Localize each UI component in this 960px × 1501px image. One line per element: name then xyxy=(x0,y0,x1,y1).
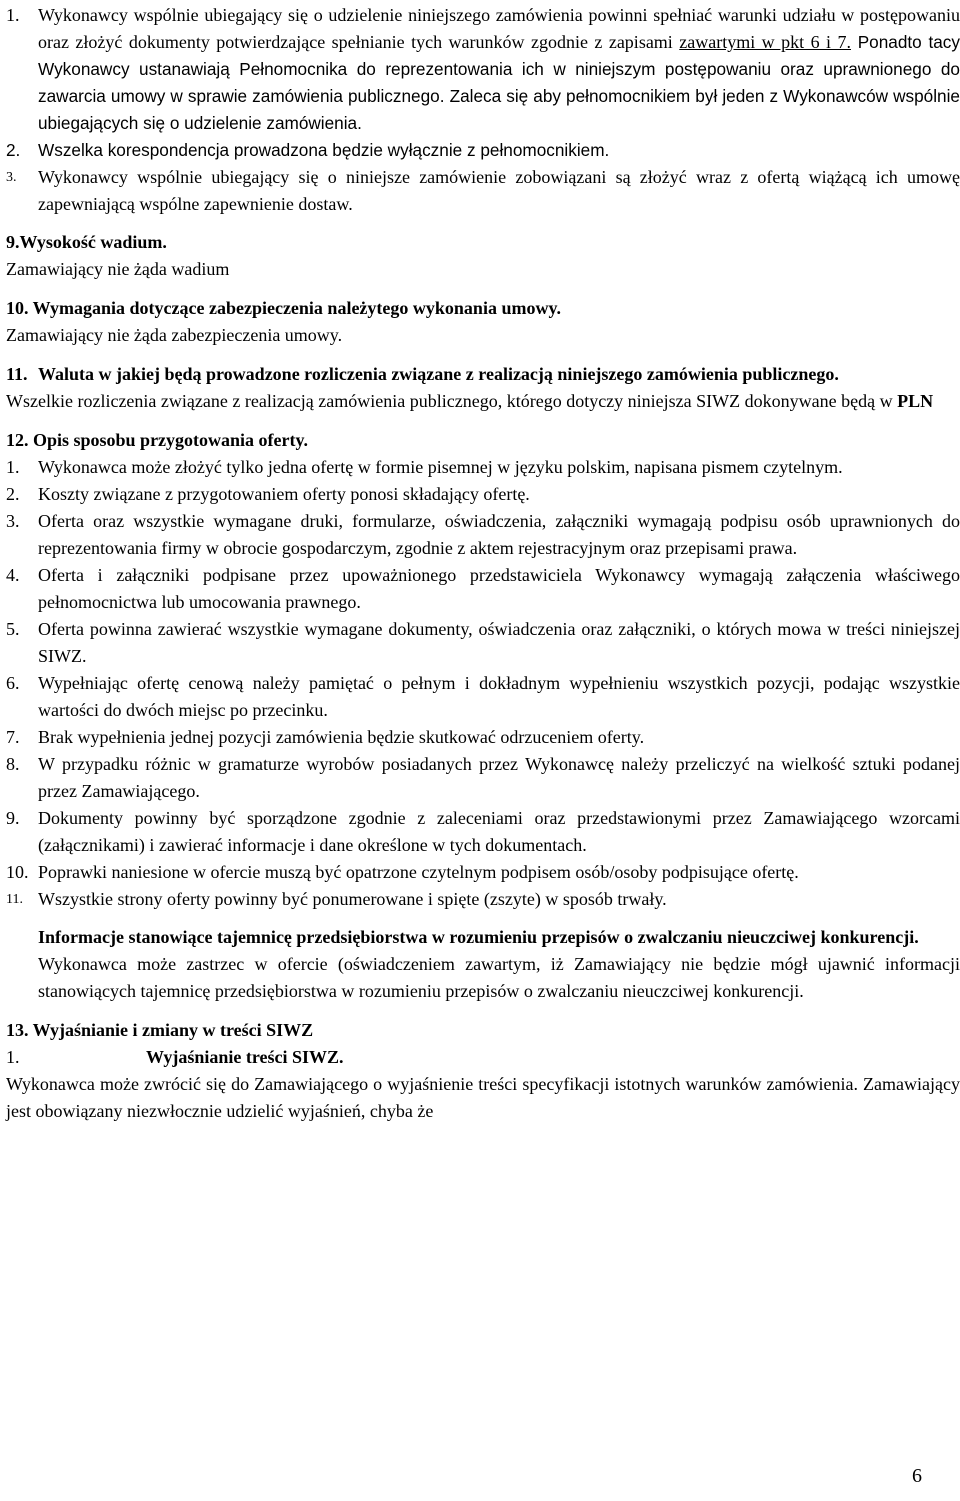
list-item-number: 6. xyxy=(6,673,20,693)
paragraph-text: Wszelkie rozliczenia związane z realizacją zamówienia publicznego, którego dotyczy niniejsza SIWZ dokonywane będą w xyxy=(6,391,898,411)
section-number: 11. xyxy=(6,364,28,384)
list-item xyxy=(6,2,960,137)
list-item xyxy=(6,805,960,859)
list-item-number: 8. xyxy=(6,754,20,774)
paragraph-text: Wykonawca może zastrzec w ofercie (oświadczeniem zawartym, iż Zamawiający nie będzie mógł ujawnić informacji stanowiących tajemnicę przedsiębiorstwa w rozumieniu przepisów o zwalczaniu nieuczciwej konkurencji. xyxy=(38,954,960,1001)
paragraph-text: Ponadto tacy Wykonawcy ustanawiają Pełnomocnika do reprezentowania ich w niniejszym postępowaniu oraz uprawnionego do zawarcia umowy w sprawie zamówienia publicznego. Zaleca się aby pełnomocnikiem był jeden z Wykonawców wspólnie ubiegających się o udzielenie zamówienia. xyxy=(38,32,960,133)
subsection-heading-text: Wyjaśnianie treści SIWZ. xyxy=(146,1047,344,1067)
list-item xyxy=(6,886,960,913)
section-heading-text: Waluta w jakiej będą prowadzone rozliczenia związane z realizacją niniejszego zamówienia publicznego. xyxy=(38,364,839,384)
paragraph-text: Wykonawca może zwrócić się do Zamawiającego o wyjaśnienie treści specyfikacji istotnych warunków zamówienia. Zamawiający jest obowiązany niezwłocznie udzielić wyjaśnień, chyba że xyxy=(6,1074,960,1121)
section-heading: 10. Wymagania dotyczące zabezpieczenia należytego wykonania umowy. xyxy=(6,298,561,318)
list-item-number: 1. xyxy=(6,457,20,477)
list-item xyxy=(6,508,960,562)
list-item xyxy=(6,481,960,508)
list-item xyxy=(6,562,960,616)
list-item-number: 11. xyxy=(6,892,23,907)
subsection-heading: Informacje stanowiące tajemnicę przedsiębiorstwa w rozumieniu przepisów o zwalczaniu nieuczciwej konkurencji. xyxy=(38,927,919,947)
list-item xyxy=(6,859,960,886)
list-item xyxy=(6,164,960,218)
section-heading xyxy=(6,361,960,388)
list-item-number: 9. xyxy=(6,808,20,828)
list-item xyxy=(6,137,960,164)
list-item-number: 3. xyxy=(6,170,17,185)
paragraph-text: Zamawiający nie żąda wadium xyxy=(6,259,230,279)
section-heading: 9.Wysokość wadium. xyxy=(6,232,167,252)
list-item-text: Poprawki naniesione w ofercie muszą być opatrzone czytelnym podpisem osób/osoby podpisujące ofertę. xyxy=(38,862,799,882)
currency-code: PLN xyxy=(897,391,934,411)
list-item-number: 3. xyxy=(6,511,20,531)
list-item-text: Brak wypełnienia jednej pozycji zamówienia będzie skutkować odrzuceniem oferty. xyxy=(38,727,645,747)
section-heading: 12. Opis sposobu przygotowania oferty. xyxy=(6,430,309,450)
list-item-text: W przypadku różnic w gramaturze wyrobów posiadanych przez Wykonawcę należy przeliczyć na wielkość sztuki podanej przez Zamawiającego. xyxy=(38,754,960,801)
list-item-text: Oferta oraz wszystkie wymagane druki, formularze, oświadczenia, załączniki wymagają podpisu osób uprawnionych do reprezentowania firmy w obrocie gospodarczym, zgodnie z aktem rejestracyjnym oraz przepisami prawa. xyxy=(38,511,960,558)
list-item-text: Dokumenty powinny być sporządzone zgodnie z zaleceniami oraz przedstawionymi przez Zamawiającego wzorcami (załącznikami) i zawierać informacje i dane określone w tych dokumentach. xyxy=(38,808,960,855)
subsection-heading xyxy=(6,1044,960,1071)
page-number: 6 xyxy=(912,1465,922,1487)
list-item-number: 5. xyxy=(6,619,20,639)
list-item-text: Wypełniając ofertę cenową należy pamiętać o pełnym i dokładnym wypełnieniu wszystkich pozycji, podając wszystkie wartości do dwóch miejsc po przecinku. xyxy=(38,673,960,720)
paragraph-text: Wszelka korespondencja prowadzona będzie wyłącznie z pełnomocnikiem. xyxy=(38,140,610,160)
list-item xyxy=(6,751,960,805)
list-item-number: 2. xyxy=(6,140,21,160)
reference-link: zawartymi w pkt 6 i 7. xyxy=(679,32,851,52)
paragraph-text: Wykonawcy wspólnie ubiegający się o niniejsze zamówienie zobowiązani są złożyć wraz z ofertą wiążącą ich umowę zapewniającą wspólne zapewnienie dostaw. xyxy=(38,167,960,214)
list-item-number: 4. xyxy=(6,565,20,585)
list-item xyxy=(6,724,960,751)
list-item-text: Wszystkie strony oferty powinny być ponumerowane i spięte (zszyte) w sposób trwały. xyxy=(38,889,667,909)
list-item-number: 1. xyxy=(6,5,20,25)
paragraph-text: Zamawiający nie żąda zabezpieczenia umowy. xyxy=(6,325,343,345)
list-item xyxy=(6,454,960,481)
list-item-number: 2. xyxy=(6,484,20,504)
list-item-text: Oferta i załączniki podpisane przez upoważnionego przedstawiciela Wykonawcy wymagają załączenia właściwego pełnomocnictwa lub umocowania prawnego. xyxy=(38,565,960,612)
list-item-text: Wykonawca może złożyć tylko jedna ofertę w formie pisemnej w języku polskim, napisana pismem czytelnym. xyxy=(38,457,843,477)
subsection-number: 1. xyxy=(6,1047,20,1067)
paragraph xyxy=(6,388,960,415)
list-item-number: 10. xyxy=(6,862,29,882)
list-item xyxy=(6,670,960,724)
paragraph-text: Wykonawcy wspólnie ubiegający się o udzielenie niniejszego zamówienia powinni spełniać warunki udziału w postępowaniu oraz złożyć dokumenty potwierdzające spełnianie tych warunków zgodnie z zapisami xyxy=(38,5,960,52)
list-item-text: Oferta powinna zawierać wszystkie wymagane dokumenty, oświadczenia oraz załączniki, o których mowa w treści niniejszej SIWZ. xyxy=(38,619,960,666)
list-item-text: Koszty związane z przygotowaniem oferty ponosi składający ofertę. xyxy=(38,484,530,504)
list-item xyxy=(6,616,960,670)
list-item-number: 7. xyxy=(6,727,20,747)
section-heading: 13. Wyjaśnianie i zmiany w treści SIWZ xyxy=(6,1020,314,1040)
